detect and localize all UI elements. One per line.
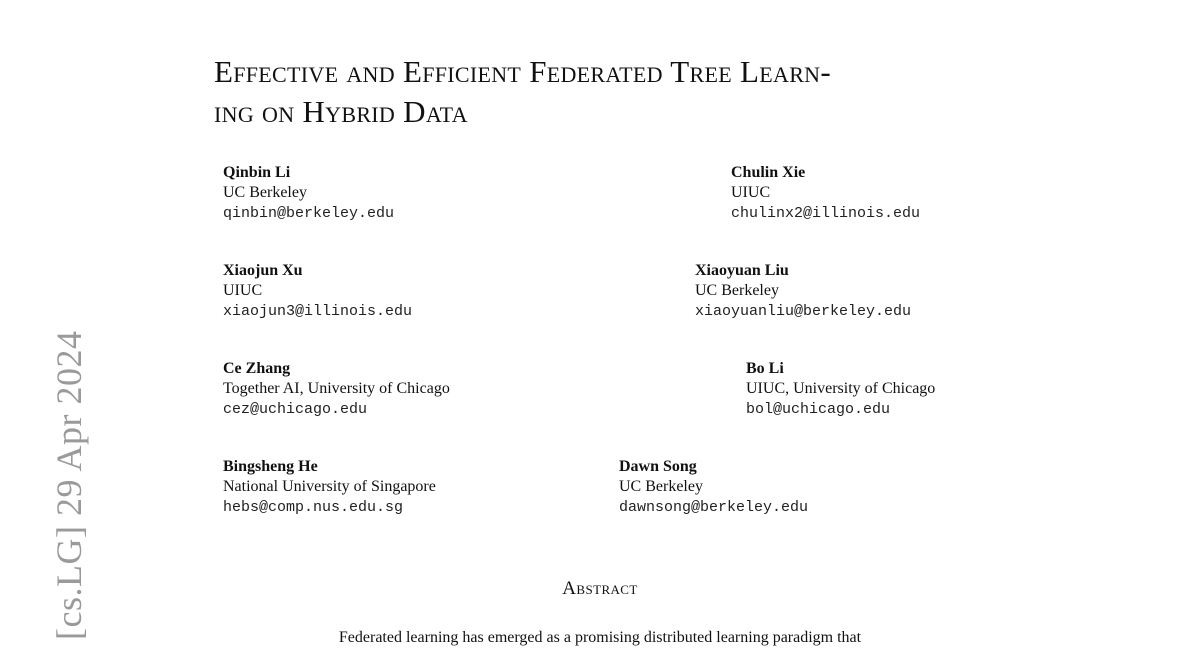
author-name: Xiaoyuan Liu [695,262,789,279]
author-email[interactable]: xiaojun3@illinois.edu [223,303,413,320]
author-name: Ce Zhang [223,360,291,377]
author-block [746,359,935,420]
author-affiliation: UIUC [223,282,263,299]
author-email[interactable]: dawnsong@berkeley.edu [619,499,809,516]
author-name: Qinbin Li [223,164,291,181]
author-affiliation: UC Berkeley [695,282,779,299]
author-name: Xiaojun Xu [223,262,303,279]
author-affiliation: UC Berkeley [619,478,703,495]
author-block [223,261,412,322]
author-email[interactable]: hebs@comp.nus.edu.sg [223,499,404,516]
author-email[interactable]: cez@uchicago.edu [223,401,368,418]
author-affiliation: UIUC, University of Chicago [746,380,936,397]
author-affiliation: Together AI, University of Chicago [223,380,450,397]
abstract-heading: Abstract [562,578,638,599]
author-block [223,163,394,224]
author-email[interactable]: qinbin@berkeley.edu [223,205,395,222]
author-name: Chulin Xie [731,164,806,181]
arxiv-stamp: [cs.LG] 29 Apr 2024 [49,330,89,640]
author-block [223,359,450,420]
author-name: Dawn Song [619,458,697,475]
author-affiliation: UIUC [731,184,771,201]
author-affiliation: UC Berkeley [223,184,307,201]
author-block [731,163,920,224]
author-email[interactable]: bol@uchicago.edu [746,401,891,418]
author-block [619,457,808,518]
paper-title [214,52,1034,132]
author-block [695,261,911,322]
author-email[interactable]: chulinx2@illinois.edu [731,205,921,222]
abstract-text: Federated learning has emerged as a promising distributed learning paradigm that [338,629,862,646]
author-email[interactable]: xiaoyuanliu@berkeley.edu [695,303,912,320]
paper-title-line-1: Effective and Efficient Federated Tree Learn- [214,54,831,89]
author-name: Bingsheng He [223,458,318,475]
paper-title-line-2: ing on Hybrid Data [214,94,468,129]
author-name: Bo Li [746,360,784,377]
author-block [223,457,436,518]
author-affiliation: National University of Singapore [223,478,436,495]
